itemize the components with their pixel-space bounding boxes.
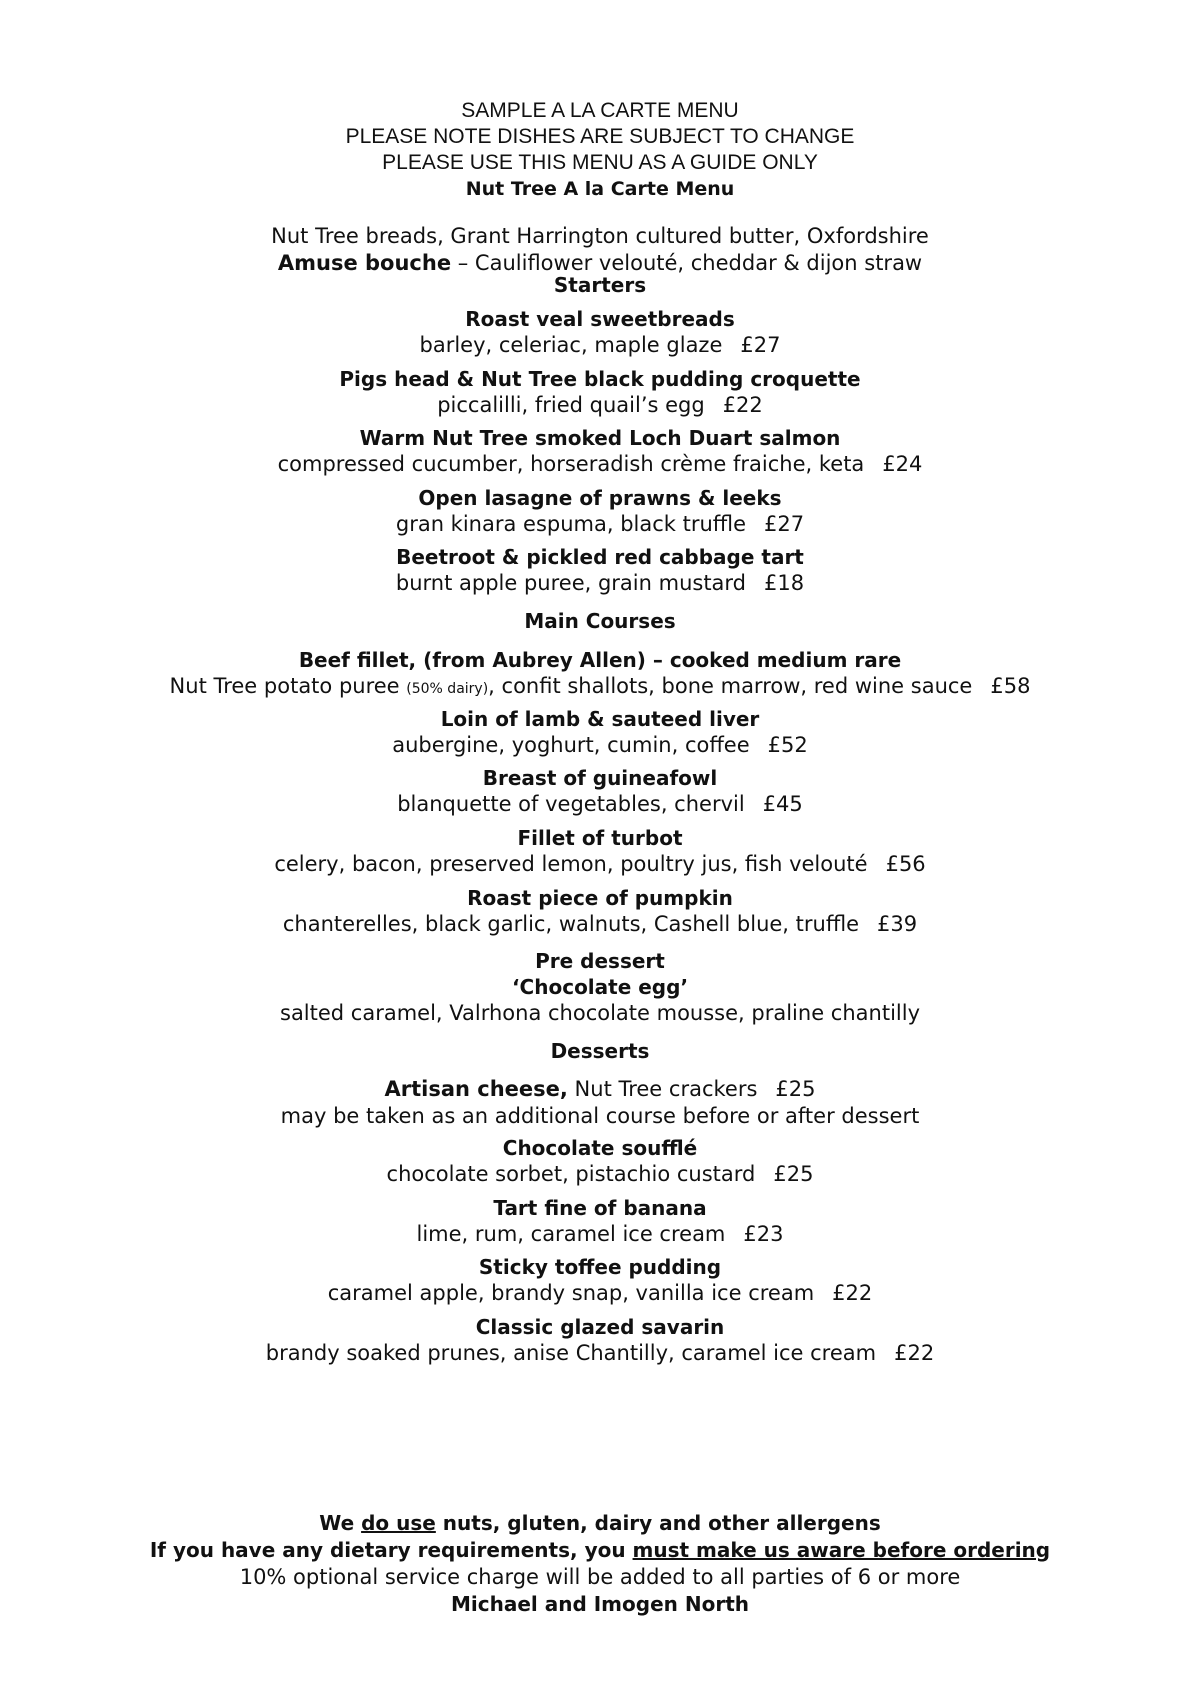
- dish-price: £23: [743, 1222, 784, 1246]
- pre-dessert-block: [0, 948, 1200, 1027]
- breads-line: Nut Tree breads, Grant Harrington cultured butter, Oxfordshire: [271, 224, 929, 248]
- dish-name: Chocolate soufflé: [502, 1136, 698, 1160]
- intro-block: [0, 223, 1200, 277]
- dish-name: Warm Nut Tree smoked Loch Duart salmon: [359, 426, 841, 450]
- dish-price: £27: [740, 333, 781, 357]
- dish-price: £27: [764, 512, 805, 536]
- dish-desc: barley, celeriac, maple glaze £27: [419, 333, 781, 357]
- header-line-3: PLEASE USE THIS MENU AS A GUIDE ONLY: [382, 151, 818, 174]
- dish-name: Roast veal sweetbreads: [465, 307, 735, 331]
- dish-name: Sticky toffee pudding: [478, 1255, 722, 1279]
- amuse-bouche-desc: – Cauliflower velouté, cheddar & dijon straw: [451, 251, 923, 275]
- dessert-item: [0, 1254, 1200, 1307]
- dish-price: £22: [894, 1341, 935, 1365]
- dish-desc: salted caramel, Valrhona chocolate mousse, praline chantilly: [280, 1001, 920, 1025]
- header-line-2: PLEASE NOTE DISHES ARE SUBJECT TO CHANGE: [345, 125, 855, 148]
- signature: Michael and Imogen North: [451, 1592, 749, 1616]
- pre-dessert-heading: Pre dessert: [535, 949, 665, 973]
- dish-price: £52: [767, 733, 808, 757]
- dish-name: Open lasagne of prawns & leeks: [418, 486, 782, 510]
- starter-item: [0, 366, 1200, 419]
- dish-name: Beef fillet, (from Aubrey Allen) – cooked medium rare: [298, 648, 902, 672]
- dessert-item: [0, 1314, 1200, 1367]
- dish-price: £45: [762, 792, 803, 816]
- starter-item: [0, 425, 1200, 478]
- menu-title: Nut Tree A la Carte Menu: [465, 178, 735, 200]
- main-item: [0, 765, 1200, 818]
- dish-price: £24: [882, 452, 923, 476]
- dish-desc: piccalilli, fried quail’s egg £22: [437, 393, 763, 417]
- dish-price: £58: [990, 674, 1031, 698]
- dish-desc: blanquette of vegetables, chervil £45: [397, 792, 803, 816]
- dish-desc: celery, bacon, preserved lemon, poultry jus, fish velouté £56: [274, 852, 926, 876]
- dish-name: Roast piece of pumpkin: [467, 886, 733, 910]
- dish-price: £56: [885, 852, 926, 876]
- dish-name: Fillet of turbot: [517, 826, 683, 850]
- header-line-1: SAMPLE A LA CARTE MENU: [461, 99, 739, 122]
- cheese-line: Artisan cheese, Nut Tree crackers £25: [384, 1077, 816, 1101]
- dish-desc: aubergine, yoghurt, cumin, coffee £52: [392, 733, 808, 757]
- dish-price: £39: [877, 912, 918, 936]
- dish-price: £25: [773, 1162, 814, 1186]
- dessert-item: [0, 1076, 1200, 1130]
- allergen-notice: We do use nuts, gluten, dairy and other allergens: [319, 1511, 881, 1535]
- main-courses-heading: Main Courses: [524, 609, 676, 633]
- dish-desc: compressed cucumber, horseradish crème fraiche, keta £24: [277, 452, 923, 476]
- cheese-note: may be taken as an additional course before or after dessert: [280, 1104, 920, 1128]
- dish-desc: gran kinara espuma, black truffle £27: [395, 512, 805, 536]
- main-item: [0, 825, 1200, 878]
- starter-item: [0, 485, 1200, 538]
- dish-name: ‘Chocolate egg’: [511, 975, 689, 999]
- dish-price: £22: [832, 1281, 873, 1305]
- dish-price: £18: [764, 571, 805, 595]
- dietary-notice: If you have any dietary requirements, you must make us aware before ordering: [149, 1538, 1051, 1562]
- dish-desc: chanterelles, black garlic, walnuts, Cashell blue, truffle £39: [282, 912, 918, 936]
- dish-desc: burnt apple puree, grain mustard £18: [395, 571, 805, 595]
- starter-item: [0, 544, 1200, 597]
- dish-desc: lime, rum, caramel ice cream £23: [416, 1222, 784, 1246]
- dish-price: £25: [775, 1077, 816, 1101]
- starter-item: [0, 306, 1200, 359]
- desserts-heading: Desserts: [550, 1039, 650, 1063]
- dish-name: Loin of lamb & sauteed liver: [440, 707, 760, 731]
- dish-desc: chocolate sorbet, pistachio custard £25: [386, 1162, 814, 1186]
- main-item: [0, 706, 1200, 759]
- dish-price: £22: [722, 393, 763, 417]
- dish-name: Tart fine of banana: [493, 1196, 707, 1220]
- dessert-item: [0, 1195, 1200, 1248]
- dish-name: Artisan cheese,: [384, 1077, 568, 1101]
- menu-footer: [0, 1510, 1200, 1618]
- dish-name: Classic glazed savarin: [475, 1315, 725, 1339]
- dairy-note: (50% dairy): [406, 681, 489, 697]
- dish-desc: Nut Tree potato puree (50% dairy), confit shallots, bone marrow, red wine sauce £58: [169, 674, 1031, 698]
- dish-desc: caramel apple, brandy snap, vanilla ice cream £22: [327, 1281, 873, 1305]
- dish-name: Pigs head & Nut Tree black pudding croquette: [339, 367, 861, 391]
- service-charge-notice: 10% optional service charge will be added to all parties of 6 or more: [239, 1565, 961, 1589]
- dish-name: Beetroot & pickled red cabbage tart: [396, 545, 804, 569]
- dish-name: Breast of guineafowl: [482, 766, 718, 790]
- main-item: [0, 647, 1200, 703]
- starters-heading: Starters: [553, 273, 647, 297]
- amuse-bouche-label: Amuse bouche: [277, 251, 452, 275]
- dessert-item: [0, 1135, 1200, 1188]
- dish-desc: brandy soaked prunes, anise Chantilly, caramel ice cream £22: [265, 1341, 935, 1365]
- menu-header: [0, 98, 1200, 202]
- main-item: [0, 885, 1200, 938]
